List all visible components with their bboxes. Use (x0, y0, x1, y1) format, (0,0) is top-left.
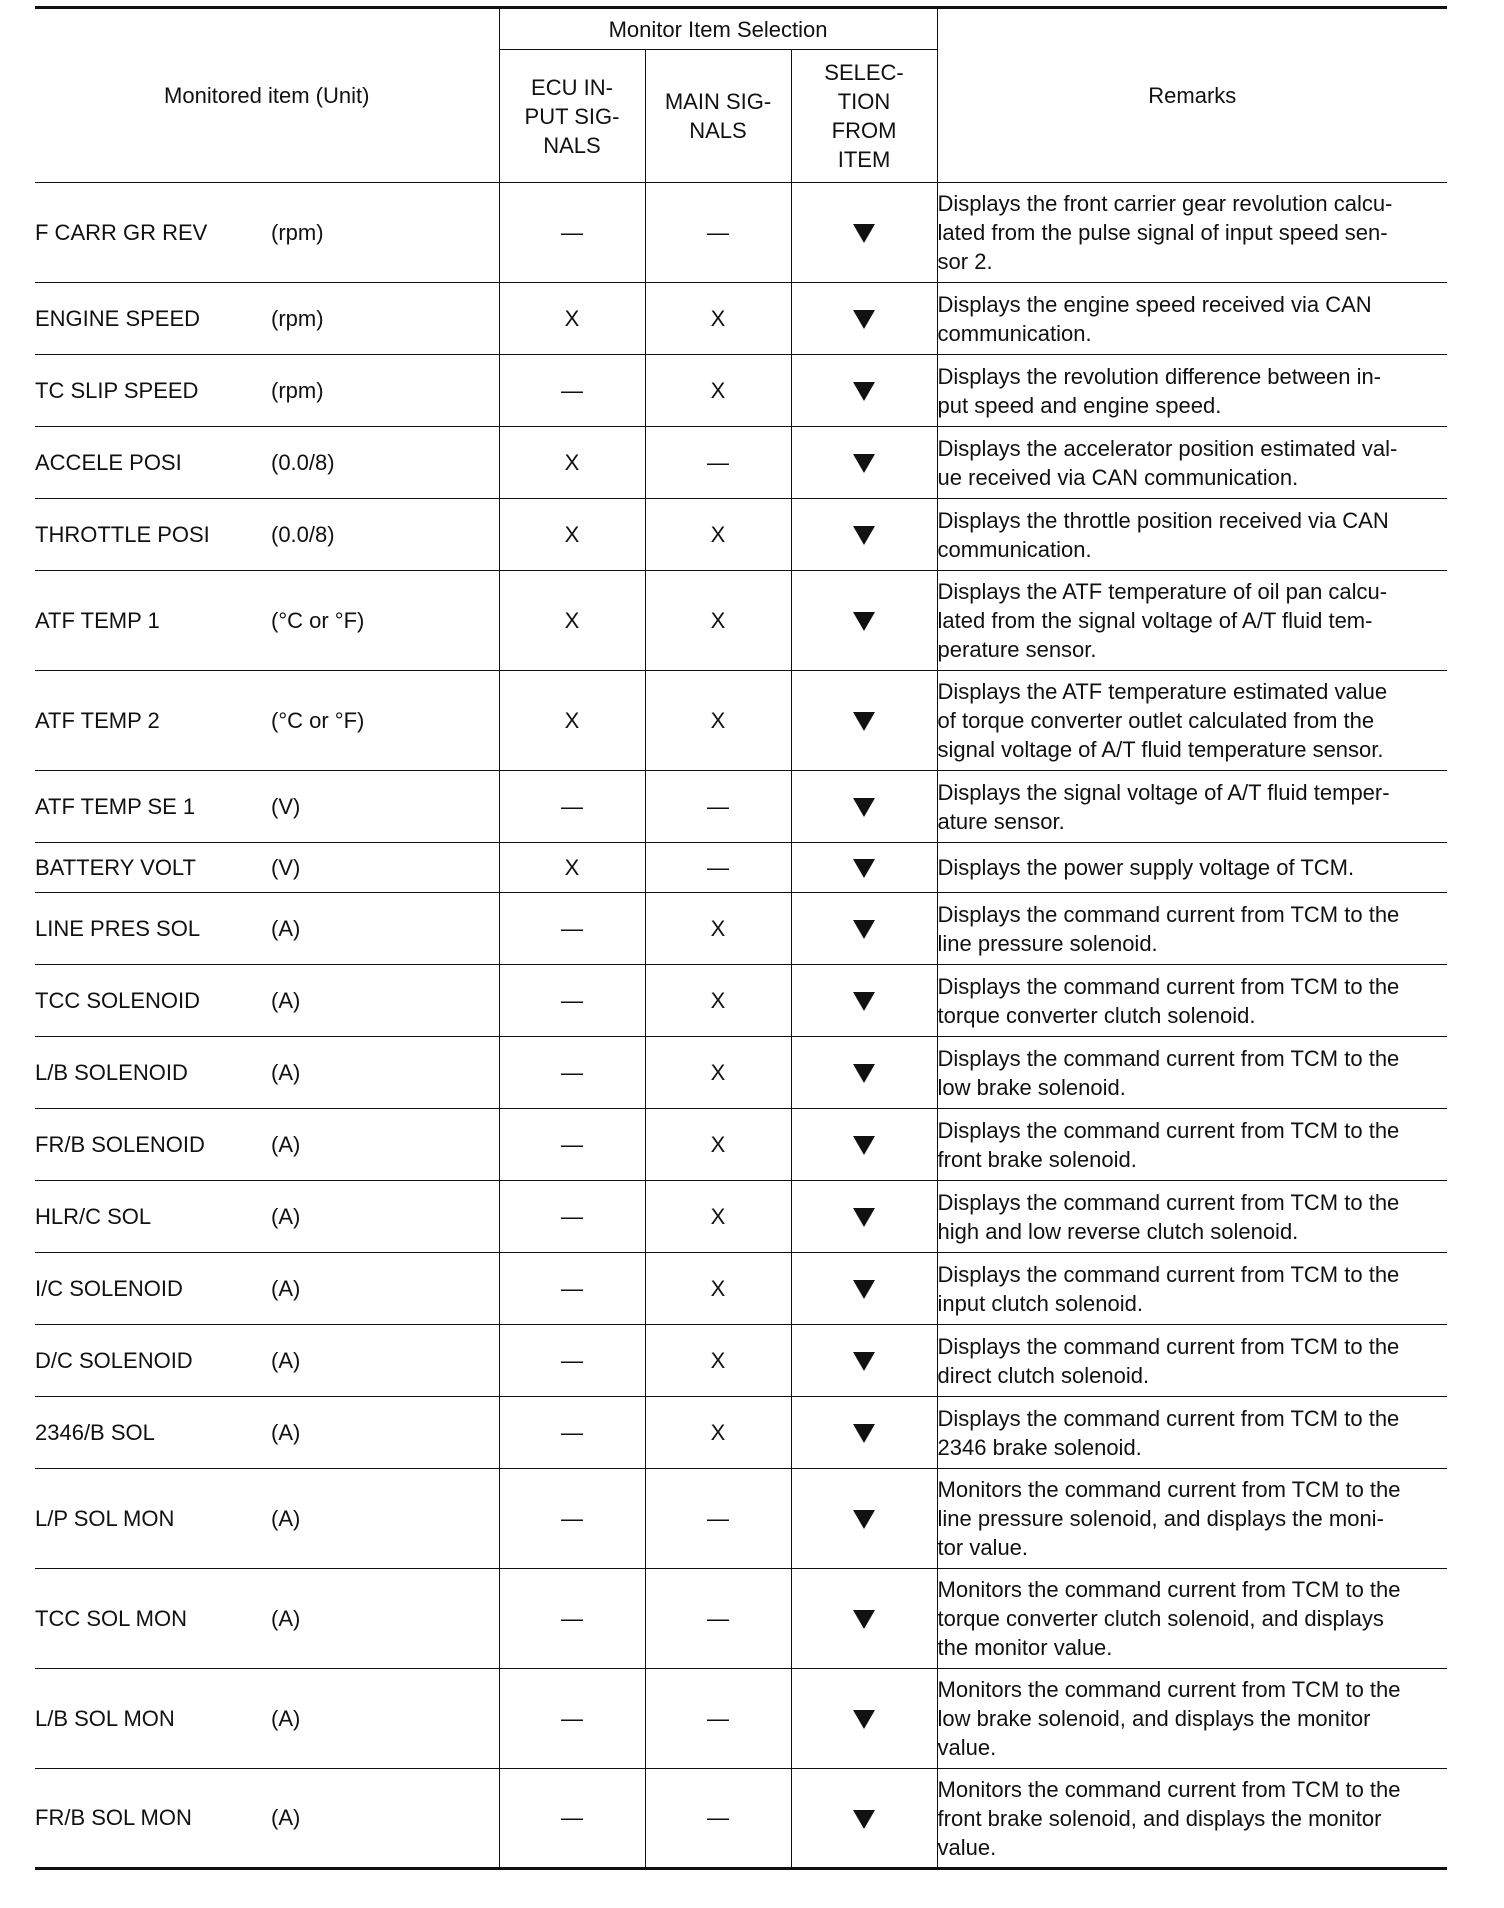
main-signals-mark: — (645, 427, 791, 499)
selection-from-item-cell (791, 355, 937, 427)
remark-cell: Displays the revolution difference between in- put speed and engine speed. (937, 355, 1447, 427)
header-selection-from-item: SELEC- TION FROM ITEM (791, 50, 937, 183)
remark-cell: Displays the command current from TCM to the line pressure solenoid. (937, 893, 1447, 965)
ecu-input-mark: X (499, 571, 645, 671)
monitored-item-cell (35, 499, 499, 571)
header-remarks: Remarks (937, 8, 1447, 183)
table-row (35, 843, 1447, 893)
monitored-item-cell (35, 1037, 499, 1109)
selection-from-item-cell (791, 427, 937, 499)
down-triangle-icon (853, 1208, 875, 1227)
monitored-item-cell (35, 571, 499, 671)
remark-cell: Displays the accelerator position estimated val- ue received via CAN communication. (937, 427, 1447, 499)
table-body (35, 183, 1447, 1869)
selection-from-item-cell (791, 1769, 937, 1869)
item-name: 2346/B SOL (35, 1419, 155, 1445)
selection-from-item-cell (791, 1397, 937, 1469)
table-row (35, 965, 1447, 1037)
main-signals-mark: — (645, 771, 791, 843)
remark-cell: Displays the engine speed received via CAN communication. (937, 283, 1447, 355)
item-unit: (rpm) (271, 377, 324, 403)
ecu-input-mark: X (499, 427, 645, 499)
down-triangle-icon (853, 1610, 875, 1629)
header-monitor-item-selection: Monitor Item Selection (499, 8, 937, 50)
main-signals-mark: — (645, 1469, 791, 1569)
remark-cell: Displays the command current from TCM to the 2346 brake solenoid. (937, 1397, 1447, 1469)
selection-from-item-cell (791, 499, 937, 571)
monitored-item-cell (35, 965, 499, 1037)
ecu-input-mark: X (499, 843, 645, 893)
monitored-item-cell (35, 1397, 499, 1469)
item-unit: (V) (271, 854, 301, 880)
monitored-item-cell (35, 1253, 499, 1325)
item-name: FR/B SOL MON (35, 1805, 192, 1830)
ecu-input-mark: — (499, 1109, 645, 1181)
item-unit: (A) (271, 1705, 301, 1731)
selection-from-item-cell (791, 283, 937, 355)
ecu-input-mark: — (499, 893, 645, 965)
item-unit: (°C or °F) (271, 607, 365, 633)
down-triangle-icon (853, 310, 875, 329)
item-unit: (A) (271, 1419, 301, 1445)
item-unit: (A) (271, 915, 301, 941)
table-row (35, 671, 1447, 771)
item-unit: (rpm) (271, 219, 324, 245)
monitored-item-cell (35, 771, 499, 843)
remark-cell: Monitors the command current from TCM to the front brake solenoid, and displays the monitor value. (937, 1769, 1447, 1869)
ecu-input-mark: X (499, 499, 645, 571)
down-triangle-icon (853, 1710, 875, 1729)
down-triangle-icon (853, 454, 875, 473)
ecu-input-mark: — (499, 1181, 645, 1253)
down-triangle-icon (853, 1510, 875, 1529)
selection-from-item-cell (791, 1181, 937, 1253)
main-signals-mark: — (645, 1569, 791, 1669)
ecu-input-mark: — (499, 965, 645, 1037)
item-unit: (A) (271, 1203, 301, 1229)
remark-cell: Displays the command current from TCM to the direct clutch solenoid. (937, 1325, 1447, 1397)
remark-cell: Displays the ATF temperature estimated value of torque converter outlet calculated from the signal voltage of A/T fluid temperature sensor. (937, 671, 1447, 771)
item-name: FR/B SOLENOID (35, 1131, 205, 1157)
ecu-input-mark: — (499, 771, 645, 843)
main-signals-mark: — (645, 1769, 791, 1869)
table-row (35, 499, 1447, 571)
monitored-item-cell (35, 1325, 499, 1397)
table-row (35, 427, 1447, 499)
document-page (35, 6, 1447, 1870)
selection-from-item-cell (791, 1325, 937, 1397)
item-unit: (A) (271, 1059, 301, 1085)
item-unit: (A) (271, 1347, 301, 1373)
main-signals-mark: X (645, 283, 791, 355)
item-name: ATF TEMP SE 1 (35, 793, 196, 819)
header-monitored-item: Monitored item (Unit) (35, 8, 499, 183)
down-triangle-icon (853, 224, 875, 243)
item-name: L/B SOLENOID (35, 1059, 188, 1085)
selection-from-item-cell (791, 1109, 937, 1181)
down-triangle-icon (853, 1424, 875, 1443)
monitored-item-cell (35, 355, 499, 427)
item-unit: (V) (271, 793, 301, 819)
item-name: TC SLIP SPEED (35, 377, 199, 403)
down-triangle-icon (853, 1810, 875, 1829)
item-name: ACCELE POSI (35, 449, 182, 475)
ecu-input-mark: — (499, 1037, 645, 1109)
table-row (35, 1181, 1447, 1253)
item-unit: (A) (271, 1131, 301, 1157)
down-triangle-icon (853, 1064, 875, 1083)
ecu-input-mark: X (499, 283, 645, 355)
selection-from-item-cell (791, 1469, 937, 1569)
table-row (35, 893, 1447, 965)
table-row (35, 771, 1447, 843)
main-signals-mark: — (645, 843, 791, 893)
table-row (35, 1569, 1447, 1669)
main-signals-mark: X (645, 1181, 791, 1253)
monitor-item-table (35, 6, 1447, 1870)
item-name: HLR/C SOL (35, 1203, 152, 1229)
item-unit: (rpm) (271, 305, 324, 331)
item-unit: (0.0/8) (271, 449, 335, 475)
item-name: L/B SOL MON (35, 1705, 175, 1731)
selection-from-item-cell (791, 1669, 937, 1769)
table-row (35, 1253, 1447, 1325)
selection-from-item-cell (791, 771, 937, 843)
item-unit: (0.0/8) (271, 521, 335, 547)
item-unit: (A) (271, 1605, 301, 1631)
main-signals-mark: — (645, 1669, 791, 1769)
ecu-input-mark: X (499, 671, 645, 771)
table-row (35, 1397, 1447, 1469)
selection-from-item-cell (791, 671, 937, 771)
table-row (35, 1109, 1447, 1181)
monitored-item-cell (35, 283, 499, 355)
remark-cell: Displays the command current from TCM to the input clutch solenoid. (937, 1253, 1447, 1325)
item-name: D/C SOLENOID (35, 1347, 193, 1373)
item-unit: (A) (271, 1805, 301, 1830)
down-triangle-icon (853, 612, 875, 631)
table-row (35, 1037, 1447, 1109)
item-name: TCC SOL MON (35, 1605, 187, 1631)
table-row (35, 283, 1447, 355)
main-signals-mark: X (645, 965, 791, 1037)
ecu-input-mark: — (499, 1469, 645, 1569)
down-triangle-icon (853, 382, 875, 401)
down-triangle-icon (853, 1352, 875, 1371)
monitored-item-cell (35, 843, 499, 893)
table-row (35, 1469, 1447, 1569)
monitored-item-cell (35, 893, 499, 965)
table-row (35, 355, 1447, 427)
selection-from-item-cell (791, 965, 937, 1037)
main-signals-mark: X (645, 355, 791, 427)
selection-from-item-cell (791, 183, 937, 283)
table-row (35, 1669, 1447, 1769)
table-row (35, 183, 1447, 283)
item-name: BATTERY VOLT (35, 854, 196, 880)
ecu-input-mark: — (499, 1325, 645, 1397)
monitored-item-cell (35, 1109, 499, 1181)
main-signals-mark: X (645, 571, 791, 671)
main-signals-mark: X (645, 671, 791, 771)
remark-cell: Monitors the command current from TCM to the low brake solenoid, and displays the monitor value. (937, 1669, 1447, 1769)
remark-cell: Displays the command current from TCM to the low brake solenoid. (937, 1037, 1447, 1109)
item-name: I/C SOLENOID (35, 1275, 183, 1301)
monitored-item-cell (35, 427, 499, 499)
item-name: F CARR GR REV (35, 219, 208, 245)
item-name: THROTTLE POSI (35, 521, 210, 547)
selection-from-item-cell (791, 1253, 937, 1325)
selection-from-item-cell (791, 843, 937, 893)
main-signals-mark: X (645, 1109, 791, 1181)
down-triangle-icon (853, 992, 875, 1011)
table-row (35, 571, 1447, 671)
down-triangle-icon (853, 526, 875, 545)
monitored-item-cell (35, 671, 499, 771)
main-signals-mark: — (645, 183, 791, 283)
down-triangle-icon (853, 712, 875, 731)
monitored-item-cell (35, 1569, 499, 1669)
item-name: ENGINE SPEED (35, 305, 201, 331)
item-unit: (A) (271, 987, 301, 1013)
main-signals-mark: X (645, 1397, 791, 1469)
item-name: ATF TEMP 2 (35, 707, 160, 733)
item-unit: (°C or °F) (271, 707, 365, 733)
remark-cell: Displays the throttle position received via CAN communication. (937, 499, 1447, 571)
remark-cell: Displays the signal voltage of A/T fluid temper- ature sensor. (937, 771, 1447, 843)
down-triangle-icon (853, 920, 875, 939)
ecu-input-mark: — (499, 1253, 645, 1325)
down-triangle-icon (853, 1136, 875, 1155)
main-signals-mark: X (645, 1253, 791, 1325)
ecu-input-mark: — (499, 1397, 645, 1469)
remark-cell: Displays the command current from TCM to the front brake solenoid. (937, 1109, 1447, 1181)
remark-cell: Displays the command current from TCM to the high and low reverse clutch solenoid. (937, 1181, 1447, 1253)
remark-cell: Displays the ATF temperature of oil pan calcu- lated from the signal voltage of A/T fluid tem- perature sensor. (937, 571, 1447, 671)
ecu-input-mark: — (499, 1569, 645, 1669)
remark-cell: Displays the front carrier gear revolution calcu- lated from the pulse signal of input speed sen- sor 2. (937, 183, 1447, 283)
item-name: L/P SOL MON (35, 1505, 175, 1531)
ecu-input-mark: — (499, 183, 645, 283)
remark-cell: Monitors the command current from TCM to the line pressure solenoid, and displays the moni- tor value. (937, 1469, 1447, 1569)
ecu-input-mark: — (499, 355, 645, 427)
monitored-item-cell (35, 1181, 499, 1253)
monitored-item-cell (35, 1669, 499, 1769)
item-name: ATF TEMP 1 (35, 607, 160, 633)
remark-cell: Displays the power supply voltage of TCM. (937, 843, 1447, 893)
down-triangle-icon (853, 859, 875, 878)
monitored-item-cell (35, 1769, 499, 1869)
remark-cell: Displays the command current from TCM to the torque converter clutch solenoid. (937, 965, 1447, 1037)
item-unit: (A) (271, 1275, 301, 1301)
remark-cell: Monitors the command current from TCM to the torque converter clutch solenoid, and displays the monitor value. (937, 1569, 1447, 1669)
main-signals-mark: X (645, 893, 791, 965)
down-triangle-icon (853, 1280, 875, 1299)
main-signals-mark: X (645, 499, 791, 571)
selection-from-item-cell (791, 1037, 937, 1109)
table-row (35, 1769, 1447, 1869)
selection-from-item-cell (791, 893, 937, 965)
monitored-item-cell (35, 1469, 499, 1569)
monitored-item-cell (35, 183, 499, 283)
item-unit: (A) (271, 1505, 301, 1531)
selection-from-item-cell (791, 571, 937, 671)
down-triangle-icon (853, 798, 875, 817)
table-row (35, 1325, 1447, 1397)
item-name: LINE PRES SOL (35, 915, 201, 941)
header-main-signals: MAIN SIG- NALS (645, 50, 791, 183)
main-signals-mark: X (645, 1325, 791, 1397)
ecu-input-mark: — (499, 1769, 645, 1869)
main-signals-mark: X (645, 1037, 791, 1109)
ecu-input-mark: — (499, 1669, 645, 1769)
item-name: TCC SOLENOID (35, 987, 201, 1013)
selection-from-item-cell (791, 1569, 937, 1669)
header-ecu-input-signals: ECU IN- PUT SIG- NALS (499, 50, 645, 183)
